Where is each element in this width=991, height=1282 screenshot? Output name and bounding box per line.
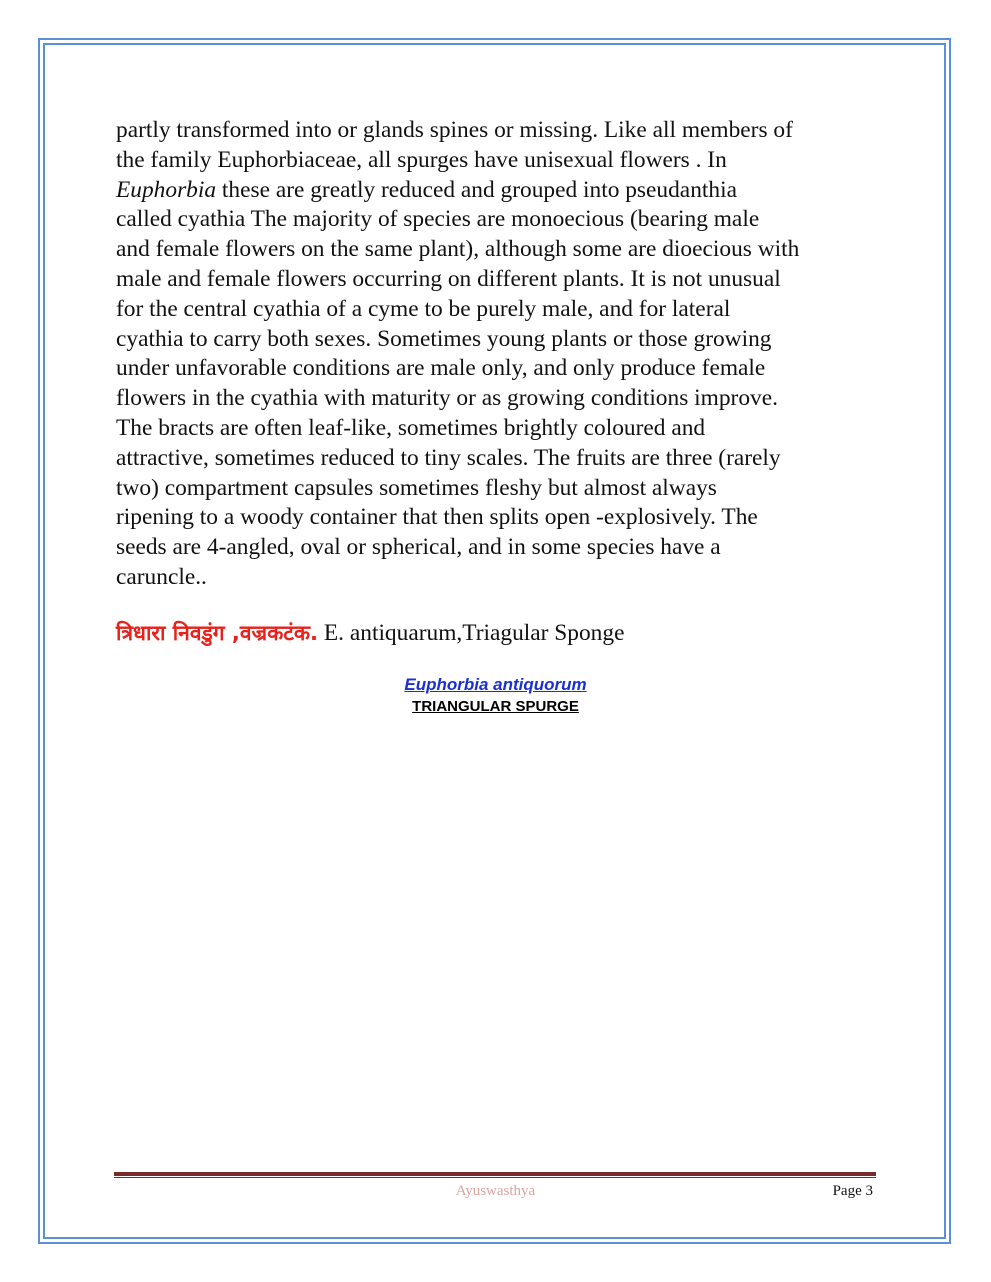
page-number: Page 3 [832, 1183, 873, 1199]
body-line: for the central cyathia of a cyme to be purely male, and for lateral [116, 295, 731, 322]
species-heading [116, 618, 886, 648]
body-line: The bracts are often leaf-like, sometimes brightly coloured and [116, 414, 706, 441]
body-line: male and female flowers occurring on different plants. It is not unusual [116, 265, 781, 292]
body-line: called cyathia The majority of species are monoecious (bearing male [116, 206, 760, 233]
body-line: ripening to a woody container that then splits open -explosively. The [116, 504, 758, 531]
genus-italic: Euphorbia [116, 176, 217, 203]
heading-latin: E. antiquarum,Triagular Sponge [318, 620, 625, 646]
body-paragraph [116, 116, 886, 593]
species-link[interactable] [0, 675, 991, 695]
body-line: and female flowers on the same plant), although some are dioecious with [116, 236, 800, 263]
species-link-text[interactable]: Euphorbia antiquorum [404, 675, 587, 694]
body-line: partly transformed into or glands spines or missing. Like all members of [116, 117, 793, 143]
body-line: two) compartment capsules sometimes fleshy but almost always [116, 474, 717, 501]
footer-rule-thin [114, 1177, 876, 1178]
body-line [116, 176, 886, 206]
species-common-name [0, 698, 991, 715]
body-line-text: these are greatly reduced and grouped into pseudanthia [221, 176, 737, 203]
body-line: under unfavorable conditions are male only, and only produce female [116, 355, 766, 382]
body-line: cyathia to carry both sexes. Sometimes young plants or those growing [116, 325, 772, 352]
species-common-name-text: TRIANGULAR SPURGE [412, 698, 579, 715]
body-line: attractive, sometimes reduced to tiny scales. The fruits are three (rarely [116, 444, 781, 471]
heading-devanagari: त्रिधारा निवडुंग ,वज्रकटंक. [116, 621, 319, 645]
body-line: the family Euphorbiaceae, all spurges have unisexual flowers . In [116, 146, 727, 173]
body-line: flowers in the cyathia with maturity or as growing conditions improve. [116, 385, 778, 412]
body-line: seeds are 4-angled, oval or spherical, and in some species have a [116, 534, 721, 561]
body-line: caruncle.. [116, 563, 207, 590]
footer-rule [114, 1172, 876, 1176]
footer-title: Ayuswasthya [455, 1183, 536, 1199]
